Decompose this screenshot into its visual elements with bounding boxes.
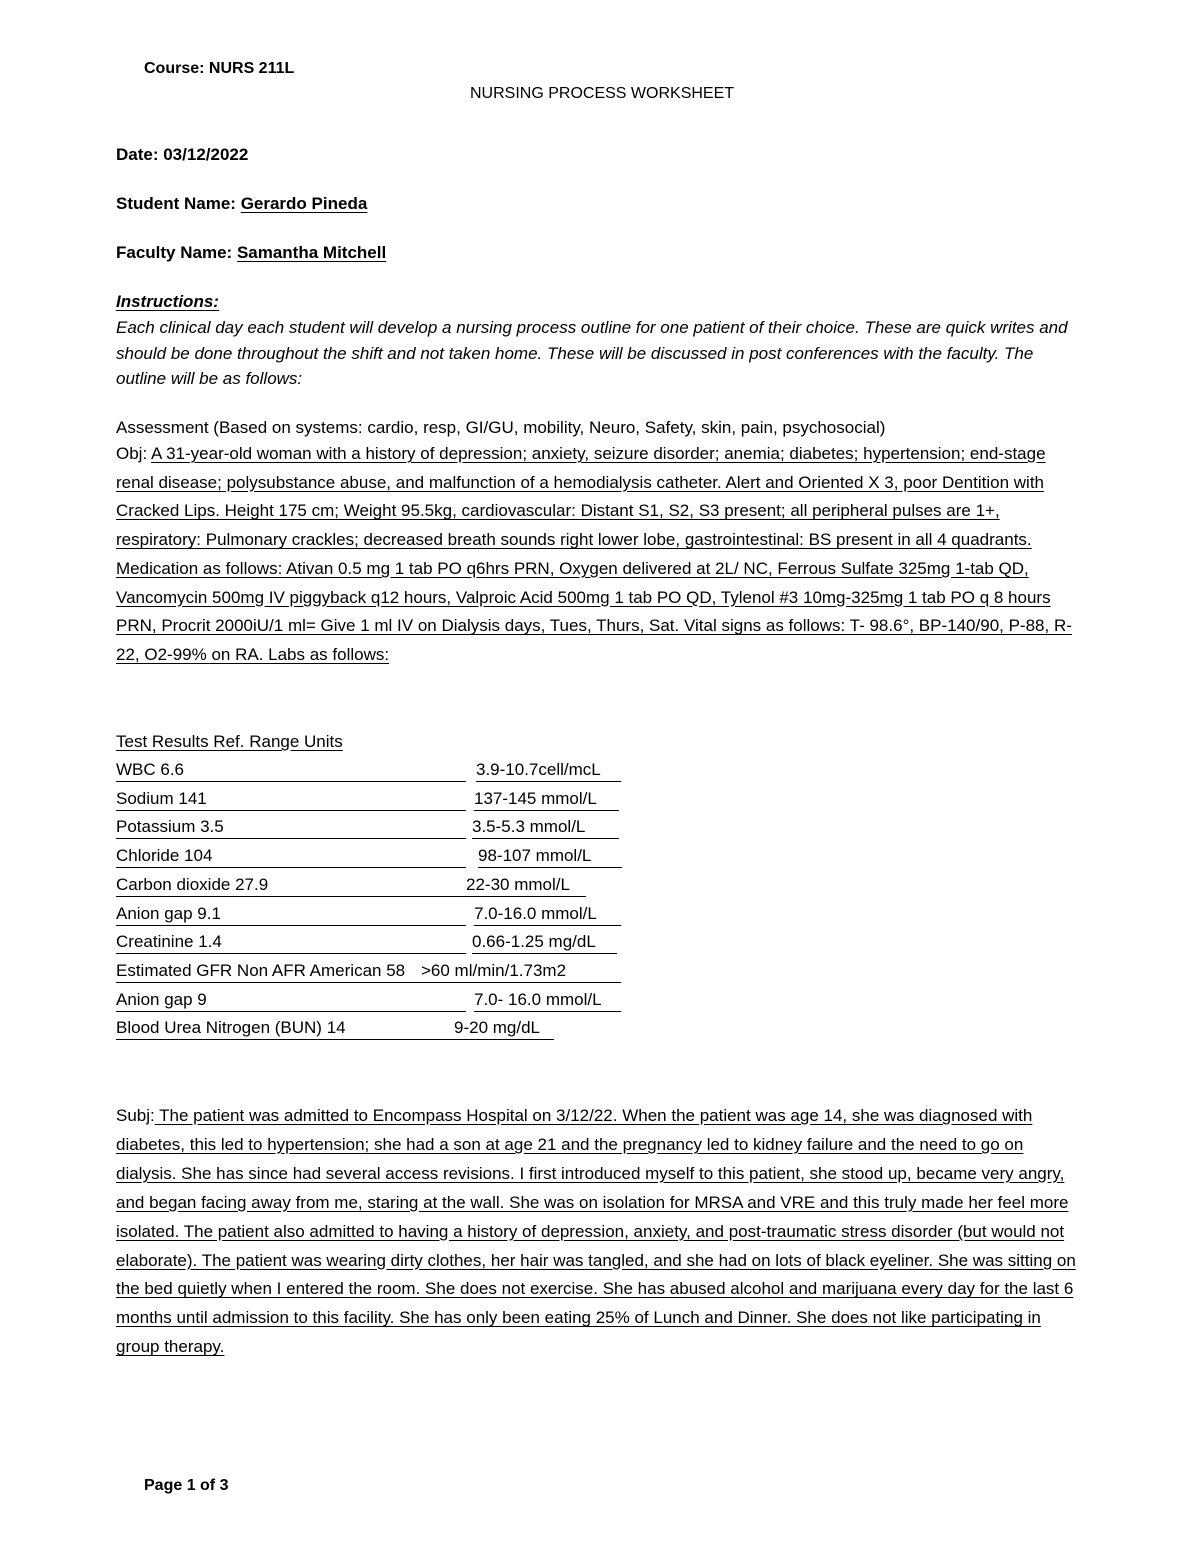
lab-range-cell: 137-145 mmol/L [474,789,619,811]
subjective-section [116,1102,1076,1362]
lab-range-cell: 3.5-5.3 mmol/L [472,817,619,839]
lab-range-cell: 0.66-1.25 mg/dL [472,932,617,954]
objective-section [116,440,1076,670]
lab-range-cell: 7.0-16.0 mmol/L [474,904,621,926]
lab-test-cell: Potassium 3.5 [116,817,466,839]
student-name-line [116,194,367,214]
lab-range-cell: 98-107 mmol/L [478,846,622,868]
instructions-text: Each clinical day each student will develop a nursing process outline for one patient of their choice. These are quick writes and should be done throughout the shift and not taken home. These will be discussed in post conferences with the faculty. The outline will be as follows: [116,318,1068,388]
page-number: Page 1 of 3 [144,1477,229,1494]
lab-test-cell: Chloride 104 [116,846,466,868]
page-title: NURSING PROCESS WORKSHEET [470,85,735,102]
lab-test-cell: Sodium 141 [116,789,466,811]
faculty-name-label: Faculty Name: [116,243,237,262]
course-label: Course: NURS 211L [144,60,295,77]
instructions-label: Instructions: [116,292,219,311]
lab-test-cell: Creatinine 1.4 [116,932,466,954]
lab-test-cell: Anion gap 9 [116,990,466,1012]
faculty-name-value: Samantha Mitchell [236,243,387,262]
student-name-value: Gerardo Pineda [240,194,368,213]
lab-test-cell: WBC 6.6 [116,760,466,782]
lab-test-cell: Anion gap 9.1 [116,904,466,926]
lab-range-cell: 9-20 mg/dL [454,1018,554,1040]
lab-test-cell: Blood Urea Nitrogen (BUN) 14 [116,1018,456,1040]
lab-range-cell: 22-30 mmol/L [466,875,586,897]
student-name-label: Student Name: [116,194,241,213]
lab-range-cell: >60 ml/min/1.73m2 [421,961,621,983]
objective-text: A 31-year-old woman with a history of depression; anxiety, seizure disorder; anemia; diabetes; hypertension; end-stage renal disease; polysubstance abuse, and malfunction of a hemodialysis catheter. Alert and Oriented X 3, poor Dentition with Cracked Lips. Height 175 cm; Weight 95.5kg, cardiovascular: Distant S1, S2, S3 present; all peripheral pulses are 1+, respiratory: Pulmonary crackles; decreased breath sounds right lower lobe, gastrointestinal: BS present in all 4 quadrants. Medication as follows: Ativan 0.5 mg 1 tab PO q6hrs PRN, Oxygen delivered at 2L/ NC, Ferrous Sulfate 325mg 1-tab QD, Vancomycin 500mg IV piggyback q12 hours, Valproic Acid 500mg 1 tab PO QD, Tylenol #3 10mg-325mg 1 tab PO q 8 hours PRN, Procrit 2000iU/1 ml= Give 1 ml IV on Dialysis days, Tues, Thurs, Sat. Vital signs as follows: T- 98.6°, BP-140/90, P-88, R-22, O2-99% on RA. Labs as follows: [116,444,1072,664]
objective-label: Obj: [116,444,151,463]
labs-table-header: Test Results Ref. Range Units [116,732,343,751]
subjective-text: The patient was admitted to Encompass Hospital on 3/12/22. When the patient was age 14, she was diagnosed with diabetes, this led to hypertension; she had a son at age 21 and the pregnancy led to kidney failure and the need to go on dialysis. She has since had several access revisions. I first introduced myself to this patient, she stood up, became very angry, and began facing away from me, staring at the wall. She was on isolation for MRSA and VRE and this truly made her feel more isolated. The patient also admitted to having a history of depression, anxiety, and post-traumatic stress disorder (but would not elaborate). The patient was wearing dirty clothes, her hair was tangled, and she had on lots of black eyeliner. She was sitting on the bed quietly when I entered the room. She does not exercise. She has abused alcohol and marijuana every day for the last 6 months until admission to this facility. She has only been eating 25% of Lunch and Dinner. She does not like participating in group therapy. [116,1106,1076,1357]
lab-test-cell: Estimated GFR Non AFR American 58 [116,961,426,983]
date-label: Date: 03/12/2022 [116,145,249,164]
lab-test-cell: Carbon dioxide 27.9 [116,875,466,897]
faculty-name-line [116,243,386,263]
subjective-label: Subj: [116,1106,155,1125]
assessment-heading: Assessment (Based on systems: cardio, resp, GI/GU, mobility, Neuro, Safety, skin, pain, psychosocial) [116,418,886,437]
lab-range-cell: 3.9-10.7cell/mcL [476,760,621,782]
lab-range-cell: 7.0- 16.0 mmol/L [474,990,621,1012]
